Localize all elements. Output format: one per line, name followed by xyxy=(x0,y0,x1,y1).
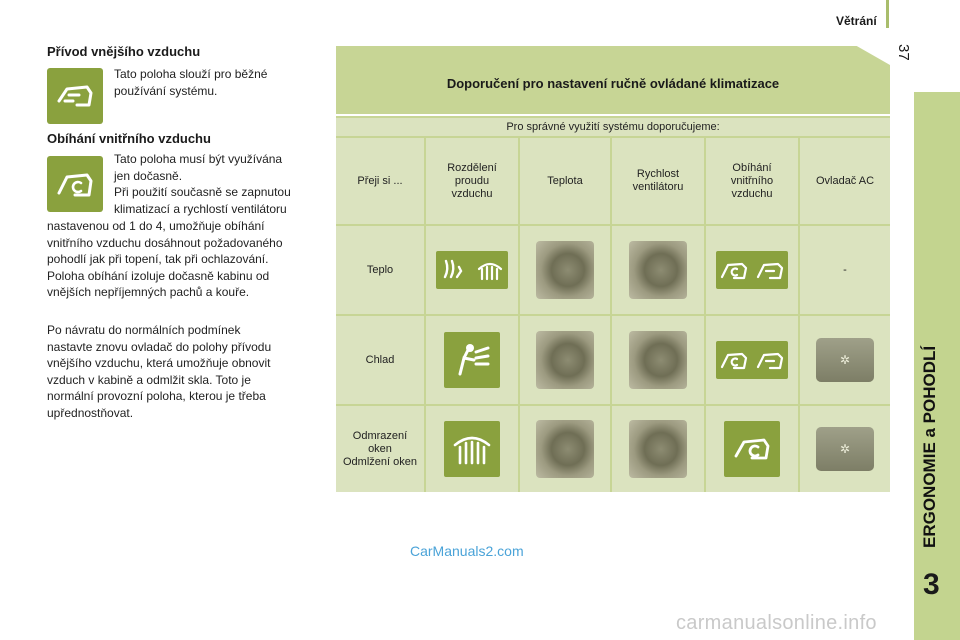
col-header-line: proudu xyxy=(454,174,490,187)
text-line: klimatizací a rychlostí ventilátoru xyxy=(114,201,287,216)
return-note xyxy=(47,322,271,422)
fresh-air-small-icon xyxy=(724,421,780,477)
row-label-defrost xyxy=(336,406,424,492)
col-header-line: vzduchu xyxy=(451,187,493,200)
section-title: Větrání xyxy=(836,14,877,28)
recirculation-intro xyxy=(114,151,291,217)
text-line: Poloha obíhání izoluje dočasně kabinu od xyxy=(47,268,270,283)
row-label-line: Chlad xyxy=(365,353,395,366)
text-line: Tato poloha musí být využívána xyxy=(114,152,283,166)
ac-cell: - xyxy=(800,226,890,314)
table-cell xyxy=(520,316,610,404)
col-header-line: Rychlost xyxy=(636,168,680,180)
table-cell xyxy=(706,226,798,314)
text-line: vnějších nepříjemných pachů a kouře. xyxy=(47,285,250,300)
defrost-feet-icon xyxy=(436,251,508,289)
table-cell xyxy=(520,226,610,314)
row-label-line: oken xyxy=(368,442,392,455)
fresh-air-icon xyxy=(47,68,103,124)
col-header-line: Obíhání xyxy=(732,161,772,174)
fan-speed-knob-icon xyxy=(629,331,687,389)
table-cell xyxy=(426,316,518,404)
row-label-cool xyxy=(336,316,424,404)
table-cell xyxy=(426,226,518,314)
recommendation-table xyxy=(336,116,890,492)
page-number: 37 xyxy=(895,44,912,61)
col-header-line: Rozdělení xyxy=(447,161,497,174)
windscreen-defrost-icon xyxy=(444,421,500,477)
recirculation-pair-icon xyxy=(716,341,788,379)
face-vent-icon xyxy=(444,332,500,388)
fresh-air-heading: Přívod vnějšího vzduchu xyxy=(47,44,201,59)
watermark-carmanuals2: CarManuals2.com xyxy=(410,543,524,559)
table-cell xyxy=(426,406,518,492)
watermark-carmanualsonline: carmanualsonline.info xyxy=(676,612,877,634)
table-cell xyxy=(520,406,610,492)
text-line: upřednostňovat. xyxy=(47,405,134,420)
table-cell xyxy=(612,316,704,404)
panel-title: Doporučení pro nastavení ručně ovládané klimatizace xyxy=(446,76,780,91)
table-cell xyxy=(706,316,798,404)
text-line: jen dočasně. xyxy=(114,168,183,183)
header-accent-bar xyxy=(886,0,889,28)
text-line: pohodlí jak při topení, tak při ochlazování. xyxy=(47,252,269,267)
row-label-line: Odmrazení xyxy=(352,429,408,442)
col-header-wish xyxy=(336,138,424,224)
text-line: nastavenou od 1 do 4, umožňuje obíhání xyxy=(47,219,265,233)
ac-button-icon: ✲ xyxy=(816,338,874,382)
text-line: normální provozní poloha, kterou je třeba xyxy=(47,389,266,404)
col-header-fan-speed xyxy=(612,138,704,224)
row-label-line: Odmlžení oken xyxy=(343,455,417,468)
text-line: vnějšího vzduchu, která umožňuje obnovit xyxy=(47,356,271,371)
table-cell xyxy=(800,316,890,404)
table-cell xyxy=(706,406,798,492)
text-line: Tato poloha slouží pro běžné xyxy=(114,67,268,81)
ac-button-icon: ✲ xyxy=(816,427,874,471)
chapter-title: ERGONOMIE a POHODLÍ xyxy=(920,345,939,548)
table-subtitle: Pro správné využití systému doporučujeme: xyxy=(336,118,890,136)
col-header-temperature xyxy=(520,138,610,224)
col-header-ac xyxy=(800,138,890,224)
table-cell xyxy=(800,406,890,492)
temperature-knob-icon xyxy=(536,241,594,299)
text-line: nastavte znovu ovladač do polohy přívodu xyxy=(47,339,272,354)
col-header-line: Teplota xyxy=(547,174,583,187)
col-header-line: Ovladač AC xyxy=(815,174,875,187)
text-line: používání systému. xyxy=(114,83,218,98)
recirculation-pair-icon xyxy=(716,251,788,289)
temperature-knob-icon xyxy=(536,420,594,478)
table-cell xyxy=(612,226,704,314)
col-header-line: Přeji si ... xyxy=(357,174,403,187)
temperature-knob-icon xyxy=(536,331,594,389)
recirculation-text xyxy=(47,218,283,301)
recirculation-icon xyxy=(47,156,103,212)
col-header-line: vnitřního xyxy=(730,174,774,187)
fan-speed-knob-icon xyxy=(629,241,687,299)
col-header-distribution xyxy=(426,138,518,224)
row-label-line: Teplo xyxy=(366,263,394,276)
row-label-heat xyxy=(336,226,424,314)
fan-speed-knob-icon xyxy=(629,420,687,478)
chapter-number: 3 xyxy=(923,568,940,601)
text-line: vnitřního vzduchu dosáhnout požadovaného xyxy=(47,235,283,250)
col-header-line: ventilátoru xyxy=(632,181,684,193)
table-cell xyxy=(612,406,704,492)
col-header-recirculation xyxy=(706,138,798,224)
text-line: Po návratu do normálních podmínek xyxy=(47,323,241,337)
col-header-line: vzduchu xyxy=(731,187,773,200)
text-line: vzduch v kabině a odmlžit skla. Toto je xyxy=(47,372,251,387)
text-line: Při použití současně se zapnutou xyxy=(114,185,291,200)
recirculation-heading: Obíhání vnitřního vzduchu xyxy=(47,131,211,146)
fresh-air-text xyxy=(114,66,267,99)
